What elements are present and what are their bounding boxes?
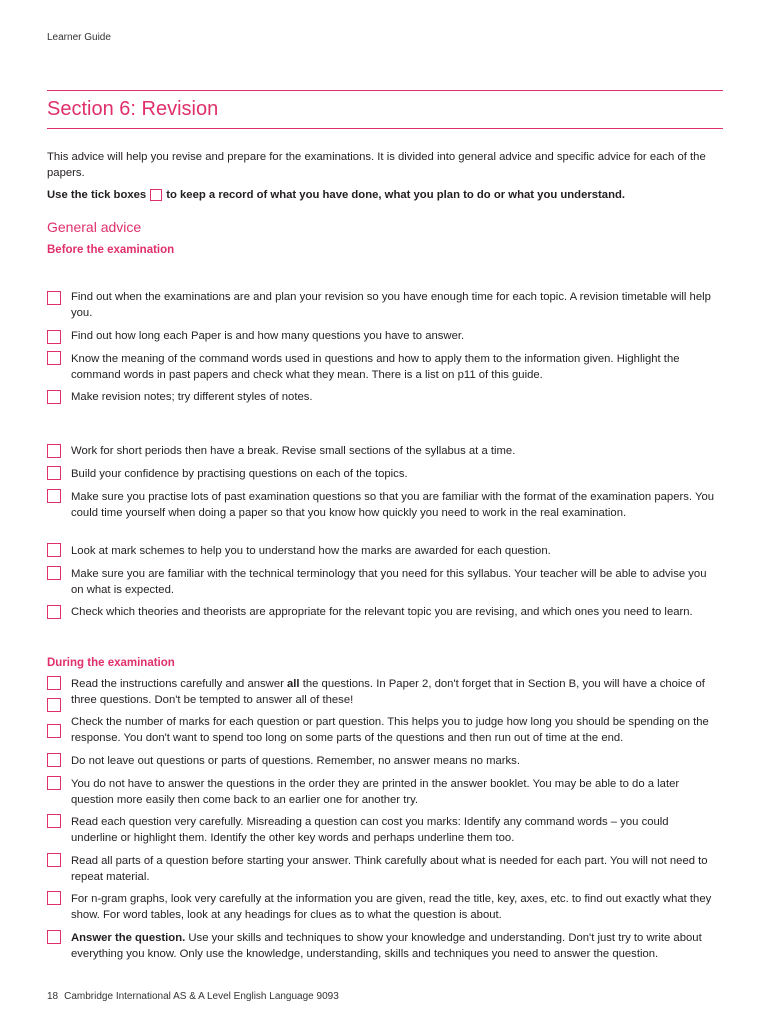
tick-checkbox[interactable]	[47, 444, 61, 458]
tick-checkbox[interactable]	[47, 489, 61, 503]
intro-paragraph: This advice will help you revise and prepare for the examinations. It is divided into general advice and specific advice for each of the papers.	[47, 151, 706, 180]
during-exam-heading: During the examination	[47, 657, 175, 669]
checklist-item-text: For n-gram graphs, look very carefully at the information you are given, read the title, key, axes, etc. to find out exactly what they show. For word tables, look at any headings for clues as to what the question is about.	[71, 893, 712, 922]
running-header: Learner Guide	[47, 32, 111, 43]
tick-checkbox[interactable]	[47, 291, 61, 305]
tick-checkbox[interactable]	[47, 543, 61, 557]
tick-checkbox[interactable]	[47, 390, 61, 404]
checklist-item-text: Find out how long each Paper is and how many questions you have to answer.	[71, 330, 465, 342]
before-exam-heading: Before the examination	[47, 244, 175, 256]
tick-checkbox[interactable]	[47, 466, 61, 480]
tick-instruction-suffix: to keep a record of what you have done, what you plan to do or what you understand.	[166, 189, 626, 201]
checklist-item-text: Make sure you practise lots of past examination questions so that you are familiar with the format of the examination papers. You could time yourself when doing a paper so that you know how quickly you need to work in the real examination.	[71, 491, 715, 520]
checklist-item-text: Know the meaning of the command words used in questions and how to apply them to the information given. Highlight the command words in past papers and check what they mean. There is a list on p11 of this guide.	[71, 353, 680, 382]
tick-checkbox[interactable]	[47, 853, 61, 867]
page-number: 18	[47, 991, 59, 1002]
footer-title: Cambridge International AS & A Level English Language 9093	[64, 991, 339, 1002]
checklist-item-text: You do not have to answer the questions in the order they are printed in the answer booklet. You may be able to do a later question more easily then come back to an earlier one for another try.	[71, 778, 680, 807]
checklist-item-text: Look at mark schemes to help you to understand how the marks are awarded for each question.	[71, 545, 551, 557]
tick-checkbox[interactable]	[47, 698, 61, 712]
general-advice-heading: General advice	[47, 219, 142, 235]
checklist-item-text: Make sure you are familiar with the technical terminology that you need for this syllabus. Your teacher will be able to advise you on what is expected.	[71, 568, 707, 597]
checklist-item-text	[71, 676, 717, 709]
checklist-item-text: Check the number of marks for each question or part question. This helps you to judge how long you should be spending on the response. You don't want to spend too long on some parts of the questions and then run out of time at the end.	[71, 716, 709, 745]
checklist-item-text: Find out when the examinations are and plan your revision so you have enough time for each topic. A revision timetable will help you.	[71, 291, 711, 320]
checklist-item-text: Do not leave out questions or parts of questions. Remember, no answer means no marks.	[71, 755, 520, 767]
checklist-item-text: Work for short periods then have a break. Revise small sections of the syllabus at a time.	[71, 445, 516, 457]
sample-tick-box	[150, 189, 162, 201]
checklist-item-text	[71, 930, 717, 963]
tick-checkbox[interactable]	[47, 930, 61, 944]
checklist-item-text: Read each question very carefully. Misreading a question can cost you marks: Identify any command words – you could underline or highlight them. Identify the other key words and perhaps underline them too.	[71, 816, 669, 845]
tick-checkbox[interactable]	[47, 676, 61, 690]
tick-checkbox[interactable]	[47, 891, 61, 905]
section-title: Section 6: Revision	[47, 98, 219, 120]
emphasis-all: all	[287, 678, 300, 690]
instruction-text-cont: the questions. In Paper 2, don't forget that in Section B, you will have a choice of three questions. Don't be tempted to answer all of these!	[71, 678, 705, 707]
tick-instruction-prefix: Use the tick boxes	[47, 189, 147, 201]
tick-checkbox[interactable]	[47, 776, 61, 790]
emphasis-answer: Answer the question.	[71, 932, 186, 944]
checklist-item-text: Build your confidence by practising questions on each of the topics.	[71, 468, 408, 480]
checklist-item-text: Make revision notes; try different styles of notes.	[71, 391, 313, 403]
instruction-text: Read the instructions carefully and answer	[71, 678, 288, 690]
tick-checkbox[interactable]	[47, 566, 61, 580]
instruction-text: Use your skills and techniques to show your knowledge and understanding. Don't just try to write about everything you know. Only use the knowledge, understanding, skills and techniques you need to answer the question.	[71, 932, 702, 961]
top-rule	[47, 90, 723, 91]
tick-checkbox[interactable]	[47, 605, 61, 619]
tick-checkbox[interactable]	[47, 724, 61, 738]
title-rule	[47, 128, 723, 129]
tick-checkbox[interactable]	[47, 330, 61, 344]
checklist-item-text: Check which theories and theorists are appropriate for the relevant topic you are revising, and which ones you need to learn.	[71, 606, 693, 618]
tick-checkbox[interactable]	[47, 814, 61, 828]
tick-checkbox[interactable]	[47, 753, 61, 767]
tick-checkbox[interactable]	[47, 351, 61, 365]
tick-instruction	[47, 187, 625, 203]
checklist-item-text: Read all parts of a question before starting your answer. Think carefully about what is needed for each part. You will not need to repeat material.	[71, 855, 708, 884]
page-footer	[47, 991, 339, 1002]
